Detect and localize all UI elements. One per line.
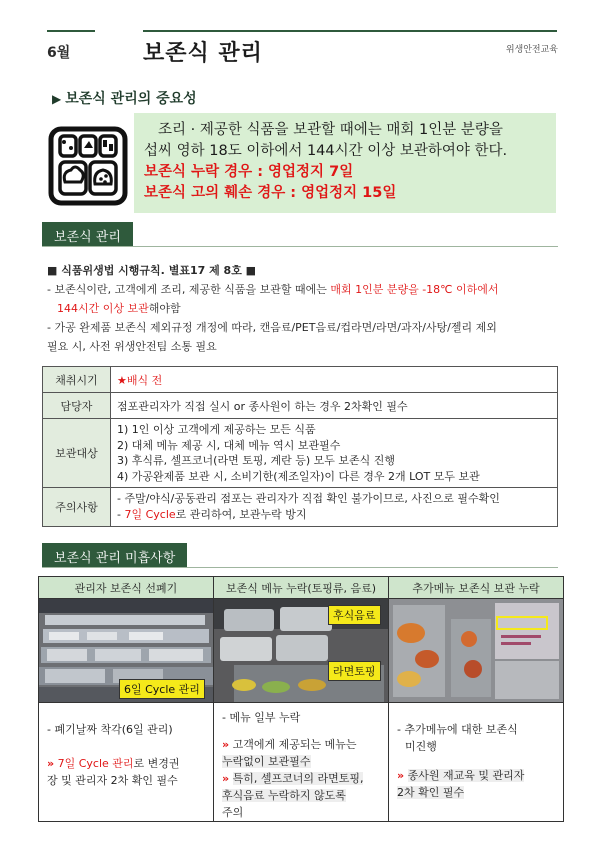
cycle-tag: 6일 Cycle 관리 [119,679,205,699]
caution-line-2: - 7일 Cycle로 관리하여, 보관누락 방지 [117,508,307,521]
issue-2-line-5: 후식음료 누락하지 않도록 [222,789,346,802]
photo-cell [389,599,564,703]
management-table [42,366,558,527]
row-value: 점포관리자가 직접 실시 or 종사원이 하는 경우 2차확인 필수 [111,393,558,419]
issue-3-line-3: » 종사원 재교육 및 관리자 [397,769,525,782]
row-head: 담당자 [43,393,111,419]
column-header: 관리자 보존식 선폐기 [39,577,214,599]
issue-3-line-2: 미진행 [405,740,437,753]
photo-cell [214,599,389,703]
notice-line-1: 조리 · 제공한 식품을 보관할 때에는 매회 1인분 분량을 [158,122,503,138]
issue-cell-1 [39,703,214,822]
page-title: 보존식 관리 [143,41,263,66]
importance-notice [134,113,556,213]
management-section-tab: 보존식 관리 [42,222,133,246]
caution-line-1: - 주말/야식/공동관리 점포는 관리자가 직접 확인 불가이므로, 사진으로 필수확인 [117,492,500,505]
issue-2-line-4: » 특히, 셀프코너의 라면토핑, [222,772,364,785]
issue-1-line-2: » 7일 Cycle 관리로 변경권 [47,757,180,770]
issue-1-line-1: - 폐기날짜 착각(6일 관리) [47,723,173,736]
row-value [111,419,558,488]
education-label: 위생안전교육 [505,45,558,55]
table-row [43,393,558,419]
penalty-damage: 보존식 고의 훼손 경우 : 영업정지 15일 [144,185,397,201]
issue-2-line-6: 주의 [222,806,244,819]
notice-line-2: 섭씨 영하 18도 이하에서 144시간 이상 보관하여야 한다. [144,143,508,159]
ramen-topping-tag: 라면토핑 [328,661,381,681]
header-rule-left [47,30,95,32]
row-head: 채취시기 [43,367,111,393]
food-tray-icon [48,126,128,206]
law-paragraph-1b: 144시간 이상 보관해야함 [57,302,181,315]
row-head: 보관대상 [43,419,111,488]
issues-section-tab: 보존식 관리 미흡사항 [42,543,187,567]
row-head: 주의사항 [43,488,111,527]
issues-section-rule [42,567,558,568]
issue-2-line-1: - 메뉴 일부 누락 [222,711,301,724]
header-rule-main [143,30,557,32]
list-item: 2) 대체 메뉴 제공 시, 대체 메뉴 역시 보관필수 [117,438,341,452]
triangle-bullet-icon: ▶ [52,92,62,106]
tray-photo [214,599,388,702]
law-paragraph-2: - 가공 완제품 보존식 제외규정 개정에 따라, 캔음료/PET음료/컵라면/라면/과자/사탕/젤리 제외 [47,321,497,334]
table-row [39,703,564,822]
table-row [43,419,558,488]
issue-2-line-3: 누락없이 보관필수 [222,755,311,768]
dessert-drink-tag: 후식음료 [328,605,381,625]
importance-heading: ▶ 보존식 관리의 중요성 [52,91,197,107]
table-row [43,367,558,393]
column-header: 보존식 메뉴 누락(토핑류, 음료) [214,577,389,599]
law-paragraph-1: - 보존식이란, 고객에게 조리, 제공한 식품을 보관할 때에는 매회 1인분 분량을 -18℃ 이하에서 [47,283,499,296]
list-item: 1) 1인 이상 고객에게 제공하는 모든 식품 [117,423,316,436]
fridge-photo [39,599,213,702]
table-row [39,599,564,703]
penalty-missing: 보존식 누락 경우 : 영업정지 7일 [144,164,354,180]
row-value: ★배식 전 [111,367,558,393]
table-row [43,488,558,527]
law-text [47,261,557,356]
issue-3-line-4: 2차 확인 필수 [397,786,465,799]
extra-menu-photo [389,599,563,702]
issue-cell-3 [389,703,564,822]
law-paragraph-2b: 필요 시, 사전 위생안전팀 소통 필요 [47,340,217,353]
law-title: ■ 식품위생법 시행규칙. 별표17 제 8호 ■ [47,264,257,277]
issue-1-line-3: 장 및 관리자 2차 확인 필수 [47,774,178,787]
management-section-rule [42,246,558,247]
list-item: 3) 후식류, 셀프코너(라면 토핑, 계란 등) 모두 보존식 진행 [117,454,395,467]
issue-3-line-1: - 추가메뉴에 대한 보존식 [397,723,518,736]
month-label: 6월 [47,45,71,61]
table-row [39,577,564,599]
column-header: 추가메뉴 보존식 보관 누락 [389,577,564,599]
photo-cell [39,599,214,703]
list-item: 4) 가공완제품 보관 시, 소비기한(제조일자)이 다른 경우 2개 LOT 모두 보관 [117,469,480,483]
issue-cell-2 [214,703,389,822]
issues-table [38,576,564,822]
issue-2-line-2: » 고객에게 제공되는 메뉴는 [222,738,357,751]
row-value [111,488,558,527]
